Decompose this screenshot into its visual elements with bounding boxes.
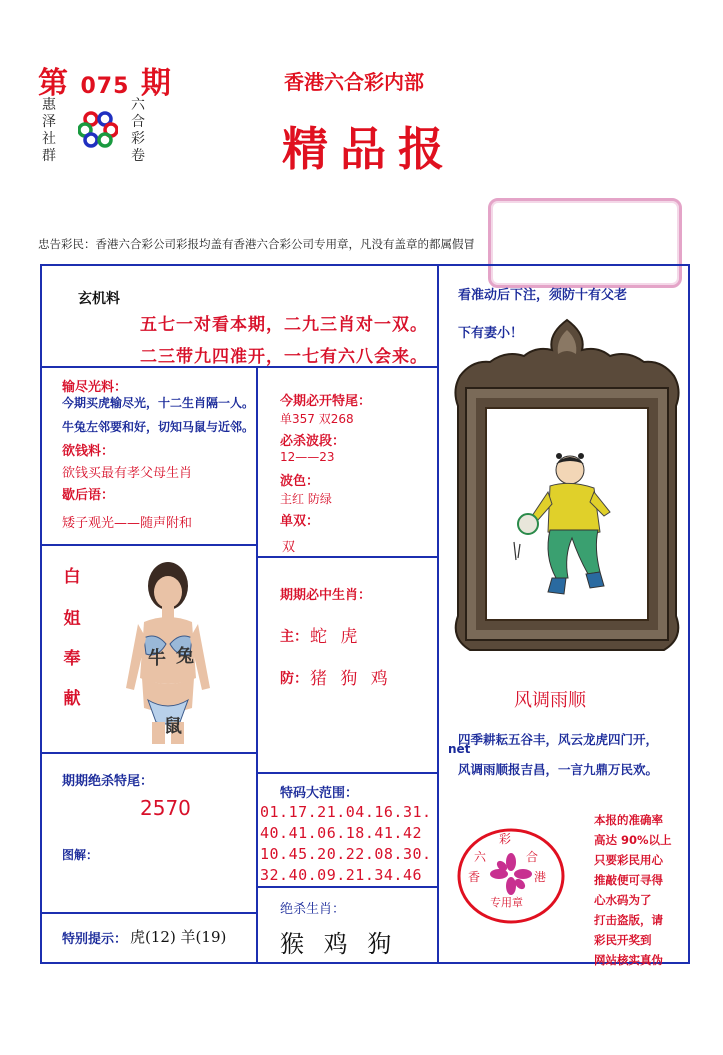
jueshao-label: 期期绝杀特尾：: [62, 774, 154, 789]
range-row: 10.45.20.22.08.30.: [260, 845, 432, 863]
xiehou-label: 歇后语：: [62, 488, 115, 503]
divider-mid-2: [258, 772, 438, 774]
jueshao-value: 2570: [140, 796, 191, 820]
range-row: 32.40.09.21.34.46: [260, 866, 423, 884]
tewei-value: 单357 双268: [280, 412, 354, 426]
tebie-label: 特别提示：: [62, 932, 128, 947]
frame-left: [40, 264, 42, 964]
divider-girl-top: [40, 544, 258, 546]
frame-caption: 风调雨顺: [514, 690, 586, 711]
issue-suffix: 期: [140, 66, 172, 101]
girl-overlay-3: 鼠: [164, 716, 182, 737]
seal-char-6: 专用章: [490, 896, 523, 909]
yuqian-text: 欲钱买最有孝父母生肖: [62, 466, 193, 481]
side-note-line: 打击盗版，请: [594, 913, 663, 927]
side-note-line: 推敲便可寻得: [594, 873, 663, 887]
issue-number-value: 075: [80, 74, 130, 99]
range-row: 40.41.06.18.41.42: [260, 824, 423, 842]
jueshasx-label: 绝杀生肖：: [280, 902, 346, 917]
frame-top: [40, 264, 690, 266]
divider-left-bottom: [40, 912, 258, 914]
boduan-value: 12——23: [280, 450, 335, 464]
side-note-line: 网站核实真伪: [594, 953, 663, 967]
right-top-line-1: 看准动后下注，须防十有父老: [458, 288, 628, 303]
jueshasx-value: 猴 鸡 狗: [280, 930, 398, 958]
xiehou-text: 矮子观光——随声附和: [62, 516, 193, 531]
ornate-frame-icon: [444, 316, 690, 656]
zhongsx-main-label: 主：: [280, 629, 308, 645]
side-note-line: 只要彩民用心: [594, 853, 663, 867]
girl-vertical-4: 献: [63, 689, 81, 709]
seal-char-5: 港: [534, 870, 547, 884]
girl-overlay-2: 兔: [176, 646, 194, 667]
right-top-line-2: 下有妻小！: [458, 326, 524, 341]
tewei-label: 今期必开特尾：: [280, 394, 372, 409]
shuying-line-1: 今期买虎输尽光，十二生肖隔一人。: [62, 396, 255, 410]
side-note-line: 高达 90%以上: [594, 833, 672, 847]
issue-prefix: 第: [38, 66, 69, 101]
divider-girl-bottom: [40, 752, 258, 754]
tujie-label: 图解：: [62, 848, 99, 862]
side-note-line: 本报的准确率: [594, 813, 663, 827]
boduan-label: 必杀波段：: [280, 434, 346, 449]
side-note: [594, 810, 672, 970]
left-vertical-text: 惠 泽 社 群: [42, 97, 56, 164]
xuanji-line-2: 二三带九四准开，一七有六八会来。: [140, 347, 428, 367]
seal-char-3: 合: [526, 850, 539, 864]
girl-vertical-1: 白: [63, 567, 81, 587]
frame-bottom: [40, 962, 690, 964]
range-row: 01.17.21.04.16.31.: [260, 803, 432, 821]
divider-right: [437, 264, 439, 964]
bose-label: 波色：: [280, 474, 320, 489]
girl-vertical-3: 奉: [63, 649, 81, 669]
side-note-line: 彩民开奖到: [594, 933, 652, 947]
stamp-box: [488, 198, 682, 288]
page-title: 精品报: [282, 122, 456, 176]
seal-char-1: 彩: [499, 832, 512, 846]
divider-mid-1: [258, 556, 438, 558]
warning-notice: 忠告彩民：香港六合彩公司彩报均盖有香港六合彩公司专用章，凡没有盖章的都属假冒: [38, 237, 475, 251]
zhongsx-main-value: 蛇 虎: [310, 627, 362, 647]
issue-number: [38, 58, 172, 102]
tebie-value: 虎(12) 羊(19): [130, 928, 227, 946]
bose-value: 主红 防绿: [280, 492, 332, 506]
zhongsx-label: 期期必中生肖：: [280, 588, 372, 603]
six-rings-logo-icon: [78, 110, 118, 148]
right-poem-2: 风调雨顺报吉昌，一言九鼎万民欢。: [458, 762, 659, 777]
shuying-label: 输尽光料：: [62, 380, 128, 395]
zhongsx-fang-label: 防：: [280, 671, 308, 687]
page-subtitle: 香港六合彩内部: [284, 70, 424, 94]
divider-mid-3: [258, 886, 438, 888]
divider-mid: [256, 366, 258, 962]
danshuang-label: 单双：: [280, 514, 320, 529]
range-label: 特码大范围：: [280, 786, 359, 801]
girl-vertical-2: 姐: [63, 609, 81, 629]
seal-char-4: 香: [468, 870, 481, 884]
yuqian-label: 欲钱料：: [62, 444, 115, 459]
shuying-line-2: 牛兔左邻要和好，切知马鼠与近邻。: [62, 420, 255, 434]
xuanji-label: 玄机料: [78, 291, 120, 307]
danshuang-value: 双: [282, 540, 296, 555]
right-vertical-text: 六 合 彩 卷: [131, 97, 145, 164]
range-codes: [260, 802, 432, 886]
zhongsx-fang-value: 猪 狗 鸡: [310, 669, 392, 689]
right-poem-1: 四季耕耘五谷丰，风云龙虎四门开，: [458, 732, 659, 747]
seal-char-2: 六: [474, 850, 487, 864]
xuanji-line-1: 五七一对看本期，二九三肖对一双。: [140, 315, 428, 335]
side-note-line: 心水码为了: [594, 893, 652, 907]
girl-overlay-1: 牛: [148, 648, 166, 669]
net-fragment: net: [448, 742, 471, 756]
